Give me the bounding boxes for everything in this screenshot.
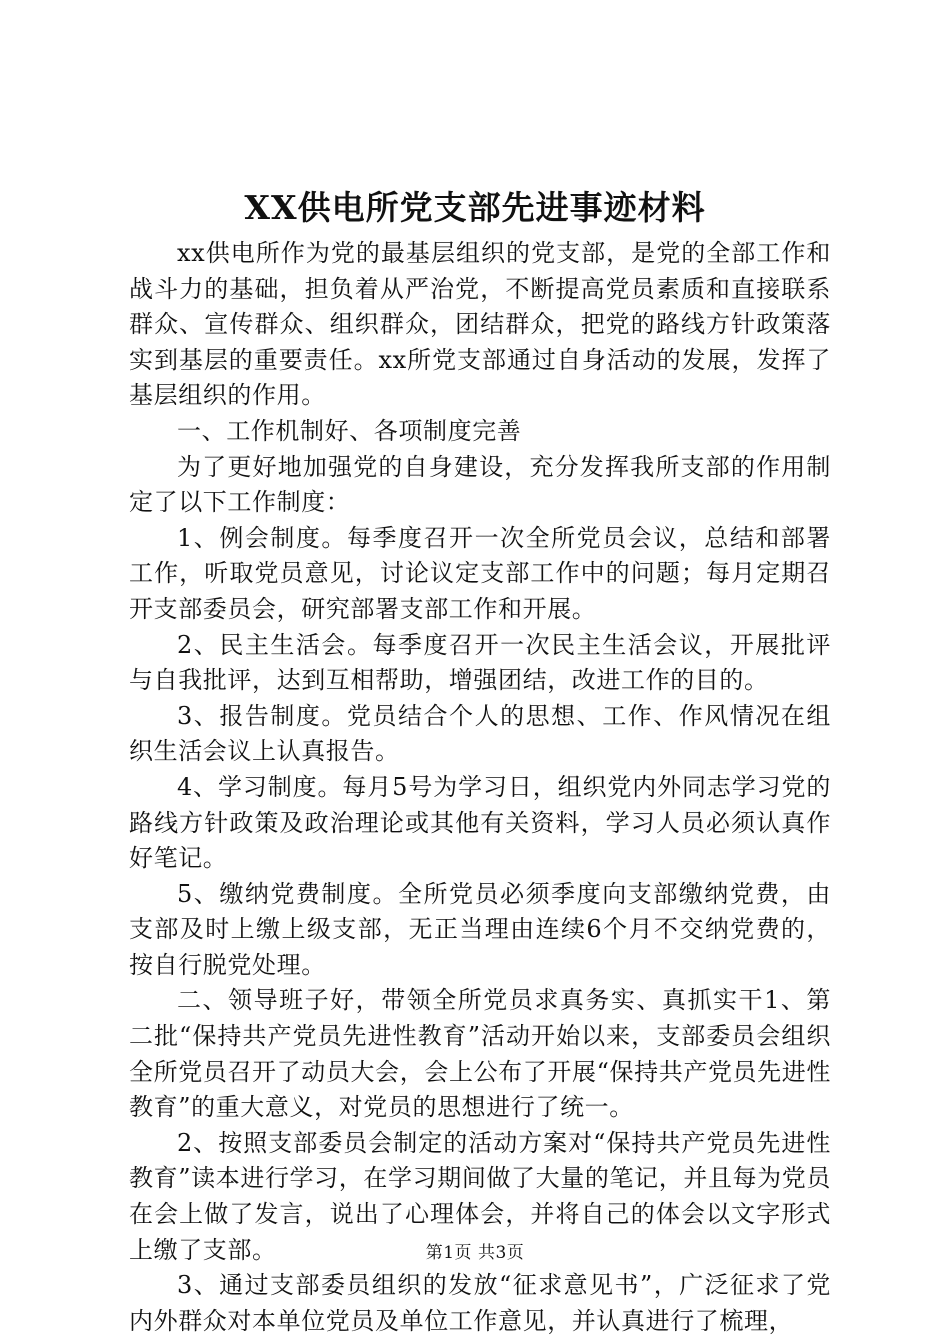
paragraph-item-3: 3、报告制度。党员结合个人的思想、工作、作风情况在组织生活会议上认真报告。: [129, 701, 831, 766]
document-title: XX供电所党支部先进事迹材料: [244, 188, 706, 227]
paragraph-item-2: 2、民主生活会。每季度召开一次民主生活会议，开展批评与自我批评，达到互相帮助，增强团结，改进工作的目的。: [129, 630, 831, 695]
section-heading-2: 二、领导班子好，带领全所党员求真务实、真抓实干1、第二批“保持共产党员先进性教育”活动开始以来，支部委员会组织全所党员召开了动员大会，会上公布了开展“保持共产党员先进性教育”的重大意义，对党员的思想进行了统一。: [129, 986, 831, 1122]
paragraph-section2-item-3: 3、通过支部委员组织的发放“征求意见书”，广泛征求了党内外群众对本单位党员及单位工作意见，并认真进行了梳理，: [129, 1271, 831, 1335]
page-footer: 第1页 共3页: [425, 1243, 525, 1263]
paragraph-section2-item-2: 2、按照支部委员会制定的活动方案对“保持共产党员先进性教育”读本进行学习，在学习期间做了大量的笔记，并且每为党员在会上做了发言，说出了心理体会，并将自己的体会以文字形式上缴了支部。: [129, 1128, 831, 1264]
paragraph-intro: xx供电所作为党的最基层组织的党支部，是党的全部工作和战斗力的基础，担负着从严治党，不断提高党员素质和直接联系群众、宣传群众、组织群众，团结群众，把党的路线方针政策落实到基层的重要责任。xx所党支部通过自身活动的发展，发挥了基层组织的作用。: [129, 239, 831, 410]
paragraph-item-4: 4、学习制度。每月5号为学习日，组织党内外同志学习党的路线方针政策及政治理论或其他有关资料，学习人员必须认真作好笔记。: [129, 772, 831, 873]
paragraph-system-intro: 为了更好地加强党的自身建设，充分发挥我所支部的作用制定了以下工作制度：: [129, 452, 831, 517]
paragraph-item-1: 1、例会制度。每季度召开一次全所党员会议，总结和部署工作，听取党员意见，讨论议定支部工作中的问题；每月定期召开支部委员会，研究部署支部工作和开展。: [129, 523, 831, 623]
document-body: [129, 236, 831, 1339]
paragraph-item-5: 5、缴纳党费制度。全所党员必须季度向支部缴纳党费，由支部及时上缴上级支部，无正当理由连续6个月不交纳党费的，按自行脱党处理。: [129, 879, 831, 979]
section-heading-1: 一、工作机制好、各项制度完善: [177, 416, 522, 445]
